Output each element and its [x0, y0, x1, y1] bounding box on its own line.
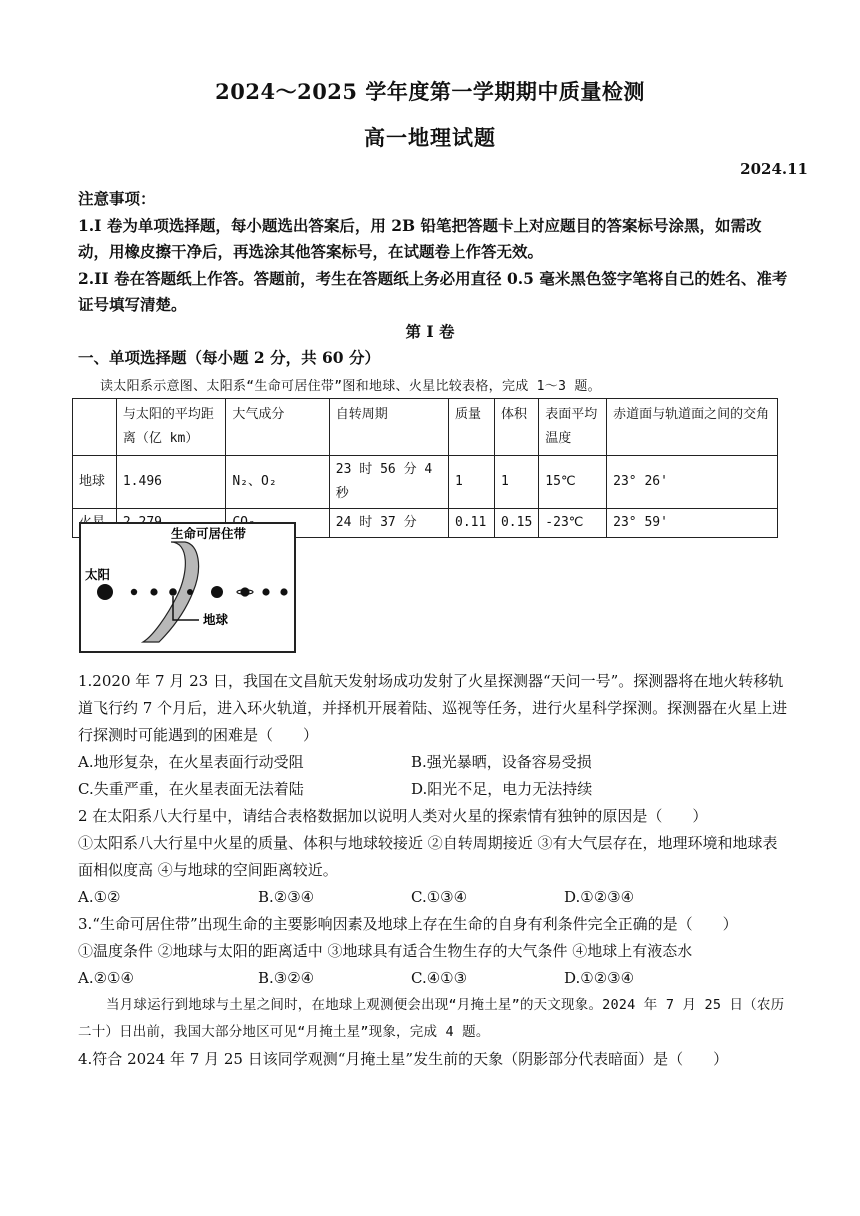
- table-cell: 23° 59': [607, 509, 778, 538]
- question-1-option-b[interactable]: B.强光暴晒，设备容易受损: [411, 753, 592, 771]
- question-3-options: [78, 965, 790, 992]
- question-2-option-d[interactable]: D.①②③④: [564, 888, 635, 906]
- question-1-option-a[interactable]: A.地形复杂，在火星表面行动受阻: [78, 753, 304, 771]
- question-3-option-c[interactable]: C.④①③: [411, 969, 468, 987]
- question-2-option-c[interactable]: C.①③④: [411, 888, 468, 906]
- table-cell: 23 时 56 分 4 秒: [329, 456, 448, 509]
- intro-text: 读太阳系示意图、太阳系“生命可居住带”图和地球、火星比较表格，完成 1～3 题。: [100, 379, 601, 394]
- exam-subtitle: 高一地理试题: [364, 125, 496, 150]
- question-3-option-a[interactable]: A.②①④: [78, 969, 134, 987]
- table-header-row: [73, 399, 778, 456]
- planet-jupiter-icon: [211, 586, 223, 598]
- table-cell: 23° 26': [607, 456, 778, 509]
- table-header-cell: 大气成分: [226, 399, 329, 456]
- table-cell: 15℃: [539, 456, 607, 509]
- table-cell: 1: [449, 456, 495, 509]
- question-3-option-b[interactable]: B.③②④: [258, 969, 315, 987]
- sun-icon: [97, 584, 113, 600]
- table-cell: 24 时 37 分: [329, 509, 448, 538]
- question-1-option-d[interactable]: D.阳光不足，电力无法持续: [411, 780, 593, 798]
- question-1-options: [78, 749, 790, 803]
- notice-block: [78, 186, 790, 319]
- question-4-stem: 4.符合 2024 年 7 月 25 日该同学观测“月掩土星”发生前的天象（阴影部分代表暗面）是（ ）: [78, 1050, 729, 1068]
- question-1-option-c[interactable]: C.失重严重，在火星表面无法着陆: [78, 780, 304, 798]
- table-cell: 1.496: [116, 456, 226, 509]
- table-cell: 1: [494, 456, 538, 509]
- question-2-option-b[interactable]: B.②③④: [258, 888, 315, 906]
- planet-neptune-icon: [280, 588, 287, 595]
- question-1-stem: 1.2020 年 7 月 23 日，我国在文昌航天发射场成功发射了火星探测器“天问一号”。探测器将在地火转移轨道飞行约 7 个月后，进入环火轨道，并择机开展着陆、巡视等任务，进行火星科学探测。探测器在火星上进行探测时可能遇到的困难是（ ）: [78, 672, 788, 744]
- zone-label: 生命可居住带: [171, 526, 247, 541]
- table-header-cell: 表面平均温度: [539, 399, 607, 456]
- table-cell: N₂、O₂: [226, 456, 329, 509]
- planet-mercury-icon: [131, 589, 137, 595]
- question-2-items: ①太阳系八大行星中火星的质量、体积与地球较接近 ②自转周期接近 ③有大气层存在，地理环境和地球表面相似度高 ④与地球的空间距离较近。: [78, 834, 778, 879]
- table-header-cell: 赤道面与轨道面之间的交角: [607, 399, 778, 456]
- section-title: 一、单项选择题（每小题 2 分，共 60 分）: [78, 348, 380, 367]
- planet-saturn-icon: [240, 587, 249, 596]
- exam-title: 2024～2025 学年度第一学期期中质量检测: [215, 79, 645, 104]
- notice-item-2: 2.II 卷在答题纸上作答。答题前，考生在答题纸上务必用直径 0.5 毫米黑色签字笔将自己的姓名、准考证号填写清楚。: [78, 268, 788, 314]
- planet-mars-icon: [187, 589, 193, 595]
- planet-earth-icon: [169, 588, 177, 596]
- table-cell: 地球: [73, 456, 117, 509]
- planet-uranus-icon: [262, 588, 269, 595]
- table-cell: -23℃: [539, 509, 607, 538]
- table-row: [73, 456, 778, 509]
- earth-mars-table: [72, 398, 778, 538]
- table-header-cell: [73, 399, 117, 456]
- table-header-cell: 自转周期: [329, 399, 448, 456]
- table-header-cell: 质量: [449, 399, 495, 456]
- sun-label: 太阳: [85, 567, 111, 582]
- table-header-cell: 与太阳的平均距离（亿 km）: [116, 399, 226, 456]
- planet-venus-icon: [150, 588, 157, 595]
- table-cell: 0.11: [449, 509, 495, 538]
- exam-date: 2024.11: [740, 160, 808, 178]
- notice-heading: 注意事项：: [78, 189, 156, 208]
- earth-label: 地球: [203, 612, 229, 627]
- question-2-option-a[interactable]: A.①②: [78, 888, 121, 906]
- question-3-option-d[interactable]: D.①②③④: [564, 969, 635, 987]
- question-2-stem: 2 在太阳系八大行星中，请结合表格数据加以说明人类对火星的探索情有独钟的原因是（ ）: [78, 807, 708, 825]
- question-3-items: ①温度条件 ②地球与太阳的距离适中 ③地球具有适合生物生存的大气条件 ④地球上有液态水: [78, 942, 693, 960]
- habitable-zone-diagram: [81, 524, 294, 651]
- question-4-passage: 当月球运行到地球与土星之间时，在地球上观测便会出现“月掩土星”的天文现象。2024 年 7 月 25 日（农历二十）日出前，我国大部分地区可见“月掩土星”现象，完成 4 题。: [78, 997, 785, 1040]
- volume-title: 第 I 卷: [405, 322, 455, 341]
- table-header-cell: 体积: [494, 399, 538, 456]
- notice-item-1: 1.I 卷为单项选择题，每小题选出答案后，用 2B 铅笔把答题卡上对应题目的答案标号涂黑，如需改动，用橡皮擦干净后，再选涂其他答案标号，在试题卷上作答无效。: [78, 215, 762, 261]
- question-2-options: [78, 884, 790, 911]
- table-cell: 0.15: [494, 509, 538, 538]
- habitable-zone-figure: [79, 522, 296, 653]
- question-3-stem: 3.“生命可居住带”出现生命的主要影响因素及地球上存在生命的自身有利条件完全正确的是（ ）: [78, 915, 738, 933]
